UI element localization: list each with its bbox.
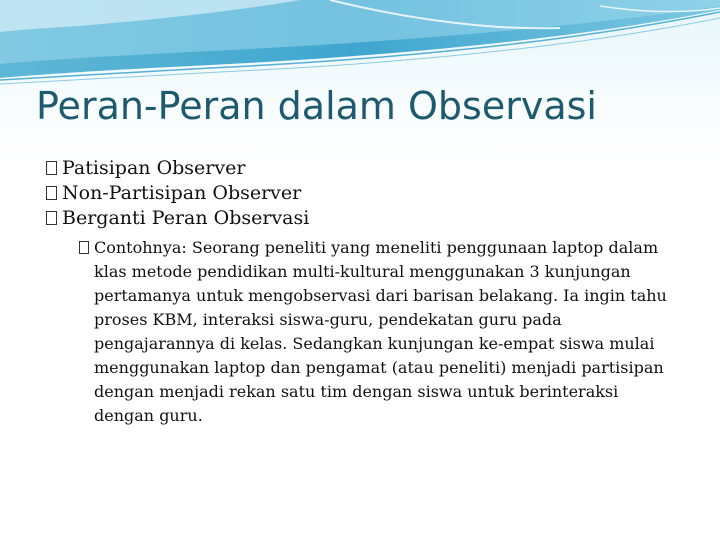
bullet-list (46, 156, 676, 428)
sub-bullet-item (46, 236, 676, 428)
bullet-item (46, 206, 676, 230)
bullet-marker-icon (46, 161, 57, 175)
header-wave-decoration (0, 0, 720, 95)
slide-title: Peran-Peran dalam Observasi (36, 84, 597, 128)
bullet-item (46, 181, 676, 205)
bullet-marker-icon (46, 211, 57, 225)
sub-bullet-text: Contohnya: Seorang peneliti yang meneliti penggunaan laptop dalam klas metode pendidikan multi-kultural menggunakan 3 kunjungan pertamanya untuk mengobservasi dari barisan belakang. Ia ingin tahu proses KBM, interaksi siswa-guru, pendekatan guru pada pengajarannya di kelas. Sedangkan kunjungan ke-empat siswa mulai menggunakan laptop dan pengamat (atau peneliti) menjadi partisipan dengan menjadi rekan satu tim dengan siswa untuk berinteraksi dengan guru. (94, 238, 667, 425)
bullet-text: Non-Partisipan Observer (62, 182, 302, 204)
bullet-text: Berganti Peran Observasi (62, 207, 310, 229)
bullet-marker-icon (46, 186, 57, 200)
bullet-text: Patisipan Observer (62, 157, 246, 179)
bullet-item (46, 156, 676, 180)
sub-bullet-marker-icon (79, 241, 89, 254)
